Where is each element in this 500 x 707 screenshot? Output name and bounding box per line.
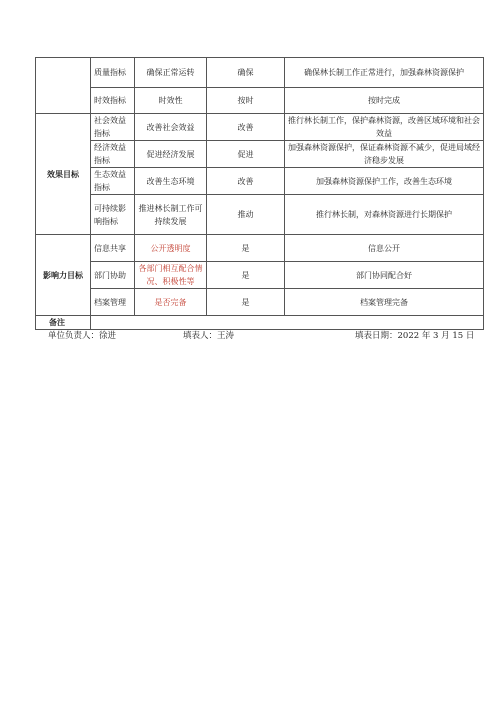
value-cell: 是 — [207, 262, 285, 289]
value-cell: 按时 — [207, 88, 285, 114]
level3-cell: 改善生态环境 — [135, 168, 207, 195]
desc-cell: 信息公开 — [285, 235, 484, 262]
table-row — [36, 114, 484, 141]
desc-cell: 加强森林资源保护工作，改善生态环境 — [285, 168, 484, 195]
value-cell: 改善 — [207, 168, 285, 195]
desc-cell: 部门协同配合好 — [285, 262, 484, 289]
table-row — [36, 235, 484, 262]
level2-cell: 档案管理 — [91, 289, 135, 316]
level2-cell: 可持续影响指标 — [91, 195, 135, 235]
desc-cell: 确保林长制工作正常进行，加强森林资源保护 — [285, 58, 484, 88]
level3-cell: 确保正常运转 — [135, 58, 207, 88]
level3-cell: 时效性 — [135, 88, 207, 114]
level3-cell: 是否完备 — [135, 289, 207, 316]
table-row — [36, 195, 484, 235]
desc-cell: 加强森林资源保护，保证森林资源不减少，促进局域经济稳步发展 — [285, 141, 484, 168]
table-footer — [0, 329, 500, 343]
level3-cell: 改善社会效益 — [135, 114, 207, 141]
value-cell: 改善 — [207, 114, 285, 141]
table-row — [36, 58, 484, 88]
value-cell: 促进 — [207, 141, 285, 168]
level1-cell: 效果目标 — [36, 114, 91, 235]
level2-cell: 社会效益指标 — [91, 114, 135, 141]
level2-cell: 时效指标 — [91, 88, 135, 114]
desc-cell: 按时完成 — [285, 88, 484, 114]
performance-table — [35, 57, 484, 330]
level3-cell: 促进经济发展 — [135, 141, 207, 168]
desc-cell: 推行林长制，对森林资源进行长期保护 — [285, 195, 484, 235]
value-cell: 是 — [207, 289, 285, 316]
fill-date-label: 填表日期：2022 年 3 月 15 日 — [355, 331, 475, 341]
level1-cell — [36, 58, 91, 114]
table-row — [36, 88, 484, 114]
value-cell: 确保 — [207, 58, 285, 88]
remark-value — [91, 316, 484, 330]
level3-cell: 各部门相互配合情况、积极性等 — [135, 262, 207, 289]
table-row — [36, 262, 484, 289]
level2-cell: 质量指标 — [91, 58, 135, 88]
remark-label: 备注 — [36, 316, 91, 330]
value-cell: 是 — [207, 235, 285, 262]
level1-cell: 影响力目标 — [36, 235, 91, 316]
unit-head-label: 单位负责人：徐进 — [48, 331, 117, 341]
level2-cell: 信息共享 — [91, 235, 135, 262]
level2-cell: 部门协助 — [91, 262, 135, 289]
desc-cell: 档案管理完备 — [285, 289, 484, 316]
desc-cell: 推行林长制工作，保护森林资源，改善区域环境和社会效益 — [285, 114, 484, 141]
table-row — [36, 168, 484, 195]
level3-cell: 公开透明度 — [135, 235, 207, 262]
table-row — [36, 141, 484, 168]
level2-cell: 经济效益指标 — [91, 141, 135, 168]
level3-cell: 推进林长制工作可持续发展 — [135, 195, 207, 235]
filler-label: 填表人：王涛 — [183, 331, 235, 341]
value-cell: 推动 — [207, 195, 285, 235]
table-row — [36, 289, 484, 316]
level2-cell: 生态效益指标 — [91, 168, 135, 195]
remark-row — [36, 316, 484, 330]
